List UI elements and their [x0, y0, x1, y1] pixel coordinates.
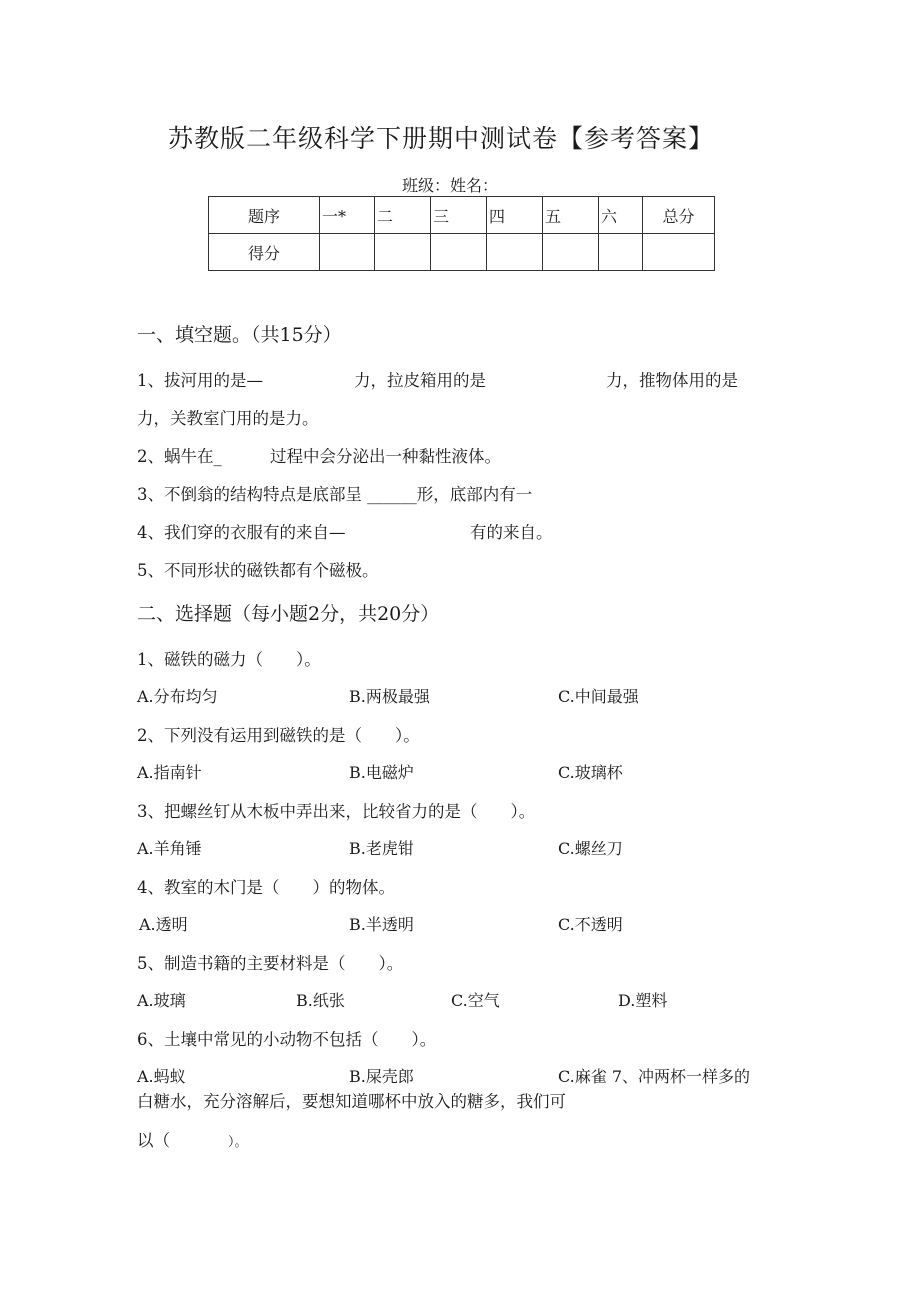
s2-q1-option-a[interactable]: A.分布均匀 — [137, 687, 218, 706]
s1-q1-part-c: 力，推物体用的是 — [606, 371, 738, 390]
s2-q2: 2、下列没有运用到磁铁的是（ ）。 — [137, 726, 420, 745]
s2-q6-option-a[interactable]: A.蚂蚁 — [137, 1067, 186, 1086]
page-title: 苏教版二年级科学下册期中测试卷【参考答案】 — [168, 124, 715, 153]
s2-q4-option-b[interactable]: B.半透明 — [349, 915, 414, 934]
score-col-1: 一* — [320, 197, 375, 234]
section2-heading: 二、选择题（每小题2分，共20分） — [137, 603, 440, 625]
score-cell[interactable] — [599, 234, 643, 271]
s1-q1-part-b: 力，拉皮箱用的是 — [354, 371, 486, 390]
s2-q2-option-c[interactable]: C.玻璃杯 — [558, 763, 623, 782]
s2-q5-option-a[interactable]: A.玻璃 — [137, 991, 186, 1010]
s2-q1: 1、磁铁的磁力（ ）。 — [137, 650, 321, 669]
s2-q4: 4、教室的木门是（ ）的物体。 — [137, 878, 395, 897]
s2-q7-end-a: 以（ — [137, 1131, 170, 1150]
score-cell[interactable] — [431, 234, 487, 271]
s2-q2-option-a[interactable]: A.指南针 — [137, 763, 202, 782]
s2-q2-option-b[interactable]: B.电磁炉 — [349, 763, 414, 782]
s2-q7-continuation: 白糖水，充分溶解后，要想知道哪杯中放入的糖多，我们可 — [137, 1092, 566, 1111]
score-cell-total[interactable] — [643, 234, 715, 271]
s2-q3-option-b[interactable]: B.老虎钳 — [349, 839, 414, 858]
s1-q3: 3、不倒翁的结构特点是底部呈 ______形，底部内有一 — [137, 485, 533, 504]
score-cell[interactable] — [320, 234, 375, 271]
s2-q5: 5、制造书籍的主要材料是（ ）。 — [137, 954, 404, 973]
s2-q6-option-b[interactable]: B.屎壳郎 — [349, 1067, 414, 1086]
s2-q5-option-b[interactable]: B.纸张 — [296, 991, 345, 1010]
s2-q3-option-a[interactable]: A.羊角锤 — [137, 839, 202, 858]
s2-q7-end-b: ）。 — [228, 1135, 248, 1150]
class-name-line: 班级：姓名： — [402, 176, 499, 195]
s2-q5-option-d[interactable]: D.塑料 — [618, 991, 668, 1010]
s1-q2-part-b: 过程中会分泌出一种黏性液体。 — [270, 447, 501, 466]
s1-q4-part-b: 有的来自。 — [470, 523, 553, 542]
score-cell[interactable] — [375, 234, 431, 271]
score-col-total: 总分 — [643, 197, 715, 234]
score-col-2: 二 — [375, 197, 431, 234]
score-col-5: 五 — [543, 197, 599, 234]
s2-q1-option-c[interactable]: C.中间最强 — [558, 687, 639, 706]
score-table-score-row — [209, 234, 715, 271]
score-col-4: 四 — [487, 197, 543, 234]
score-col-3: 三 — [431, 197, 487, 234]
score-table — [208, 196, 715, 271]
s2-q4-option-c[interactable]: C.不透明 — [558, 915, 623, 934]
score-table-header-row — [209, 197, 715, 234]
s1-q1-part-d: 力，关教室门用的是力。 — [137, 409, 319, 428]
score-cell[interactable] — [487, 234, 543, 271]
s2-q5-option-c[interactable]: C.空气 — [451, 991, 500, 1010]
s2-q6-option-c[interactable]: C.麻雀 7、冲两杯一样多的 — [558, 1067, 751, 1086]
s2-q6: 6、土壤中常见的小动物不包括（ ）。 — [137, 1030, 437, 1049]
s1-q4-part-a: 4、我们穿的衣服有的来自— — [137, 523, 346, 542]
s1-q2-part-a: 2、蜗牛在_ — [137, 447, 222, 466]
section1-heading: 一、填空题。（共15分） — [137, 324, 342, 346]
s2-q3: 3、把螺丝钉从木板中弄出来，比较省力的是（ ）。 — [137, 802, 536, 821]
s1-q1-part-a: 1、拔河用的是— — [137, 371, 263, 390]
score-table-row-label: 得分 — [209, 234, 320, 271]
score-table-header-label: 题序 — [209, 197, 320, 234]
s1-q5: 5、不同形状的磁铁都有个磁极。 — [137, 561, 379, 580]
s2-q4-option-a[interactable]: A.透明 — [139, 915, 188, 934]
score-cell[interactable] — [543, 234, 599, 271]
score-col-6: 六 — [599, 197, 643, 234]
s2-q1-option-b[interactable]: B.两极最强 — [349, 687, 430, 706]
s2-q3-option-c[interactable]: C.螺丝刀 — [558, 839, 623, 858]
